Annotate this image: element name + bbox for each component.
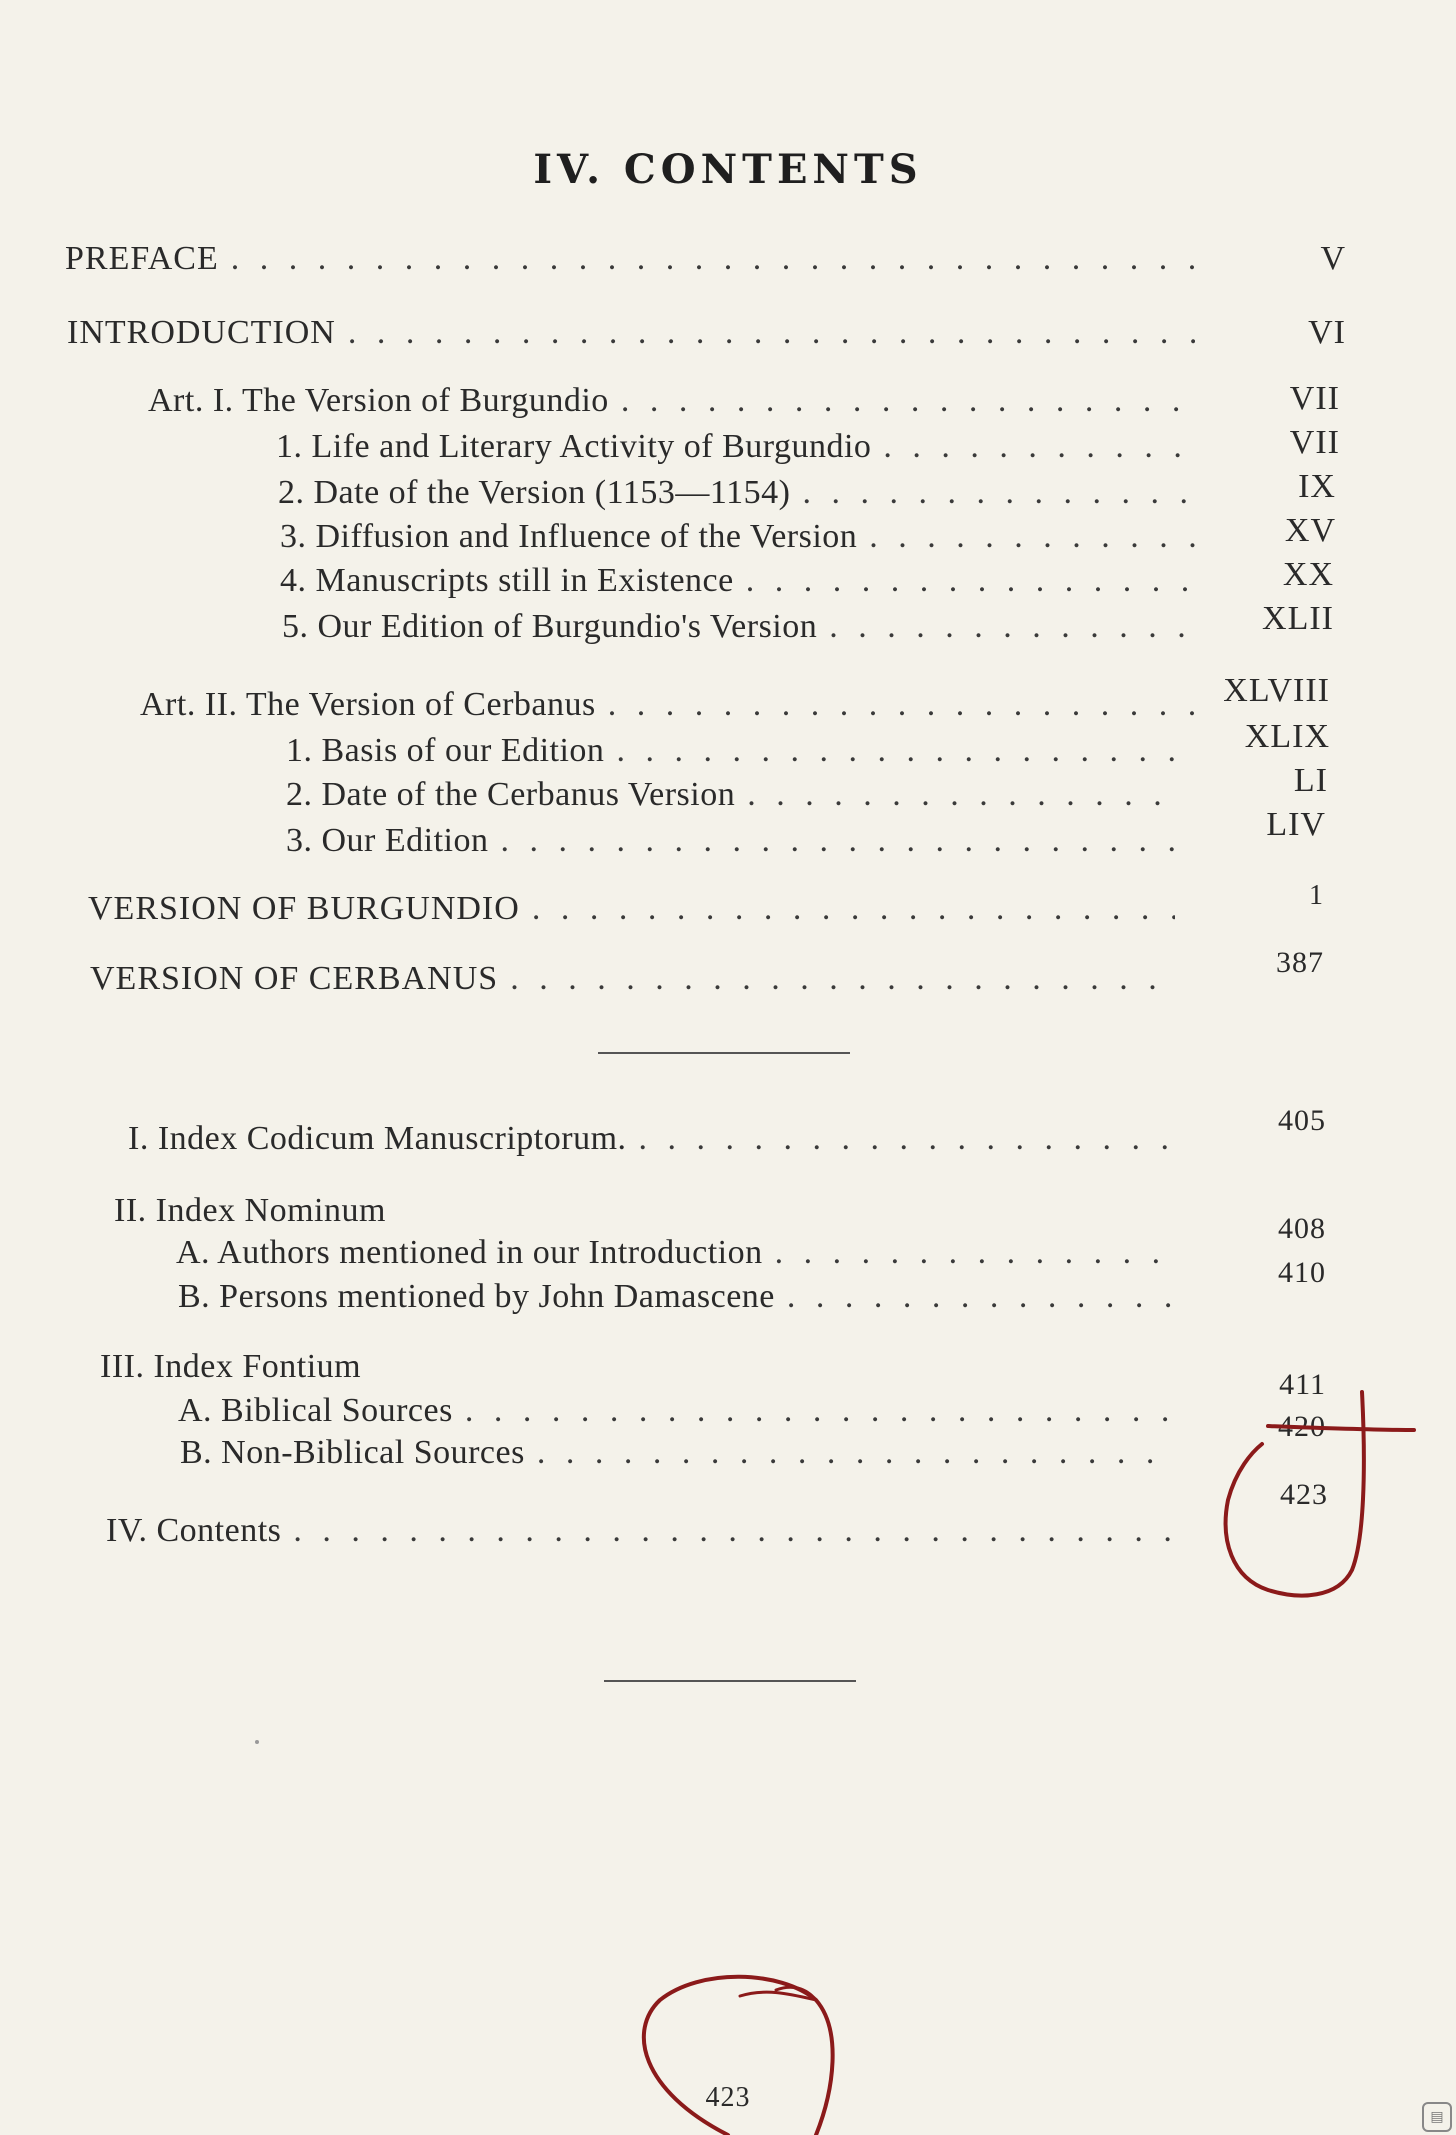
toc-entry-label: 1. Basis of our Edition [286, 732, 605, 769]
ink-cross-stroke [1268, 1426, 1414, 1430]
toc-page-number: 420 [1278, 1410, 1326, 1443]
toc-page-number: LIV [1266, 806, 1326, 843]
page-number: 423 [705, 2082, 751, 2113]
toc-entry-label: Art. II. The Version of Cerbanus [140, 686, 596, 723]
toc-page-number: XLVIII [1223, 672, 1330, 709]
toc-entry-label: INTRODUCTION [67, 314, 336, 351]
toc-entry-label: 2. Date of the Cerbanus Version [286, 776, 736, 813]
toc-entry-label: VERSION OF CERBANUS [90, 960, 499, 997]
toc-entry-label: Art. I. The Version of Burgundio [148, 382, 609, 419]
toc-page-number: XLII [1262, 600, 1334, 637]
toc-heading: III. Index Fontium [100, 1348, 362, 1385]
toc-page-number: XLIX [1244, 718, 1330, 755]
toc-page-number: XX [1282, 556, 1334, 593]
toc-entry-label: 3. Diffusion and Influence of the Version [280, 518, 858, 555]
ink-circle-loop [1226, 1392, 1364, 1595]
toc-page-number: 405 [1278, 1104, 1326, 1137]
toc-page-number: V [1320, 240, 1346, 277]
ink-page-circle [644, 1977, 833, 2135]
document-scan-icon[interactable]: ▤ [1422, 2102, 1452, 2132]
toc-entry-label: A. Authors mentioned in our Introduction [176, 1234, 763, 1271]
toc-page-number: 411 [1279, 1368, 1326, 1401]
toc-entry-label: 4. Manuscripts still in Existence [280, 562, 734, 599]
toc-page-number: VII [1289, 380, 1340, 417]
toc-page-number: VI [1308, 314, 1346, 351]
toc-page-number: VII [1289, 424, 1340, 461]
toc-page-number: 423 [1280, 1478, 1328, 1511]
toc-entry-label: B. Non-Biblical Sources [180, 1434, 525, 1471]
toc-entry-label: B. Persons mentioned by John Damascene [178, 1278, 775, 1315]
toc-page-number: 408 [1278, 1212, 1326, 1245]
toc-entry-label: IV. Contents [106, 1512, 282, 1549]
toc-entry-label: 3. Our Edition [286, 822, 489, 859]
toc-page-number: IX [1298, 468, 1336, 505]
toc-entry-label: A. Biblical Sources [178, 1392, 453, 1429]
toc-heading: II. Index Nominum [114, 1192, 386, 1229]
toc-page-number: XV [1284, 512, 1336, 549]
toc-entry-label: I. Index Codicum Manuscriptorum. [128, 1120, 627, 1157]
page-title: IV. CONTENTS [533, 146, 923, 193]
toc-entry-label: 1. Life and Literary Activity of Burgundio [276, 428, 872, 465]
toc-entry-label: 2. Date of the Version (1153—1154) [278, 474, 791, 511]
toc-page-number: 1 [1309, 880, 1324, 911]
toc-entry-label: PREFACE [65, 240, 219, 277]
toc-entry-label: VERSION OF BURGUNDIO [88, 890, 520, 927]
toc-page-number: 410 [1278, 1256, 1326, 1289]
toc-page-number: 387 [1276, 946, 1324, 979]
toc-entry-label: 5. Our Edition of Burgundio's Version [282, 608, 818, 645]
toc-page-number: LI [1293, 762, 1328, 799]
